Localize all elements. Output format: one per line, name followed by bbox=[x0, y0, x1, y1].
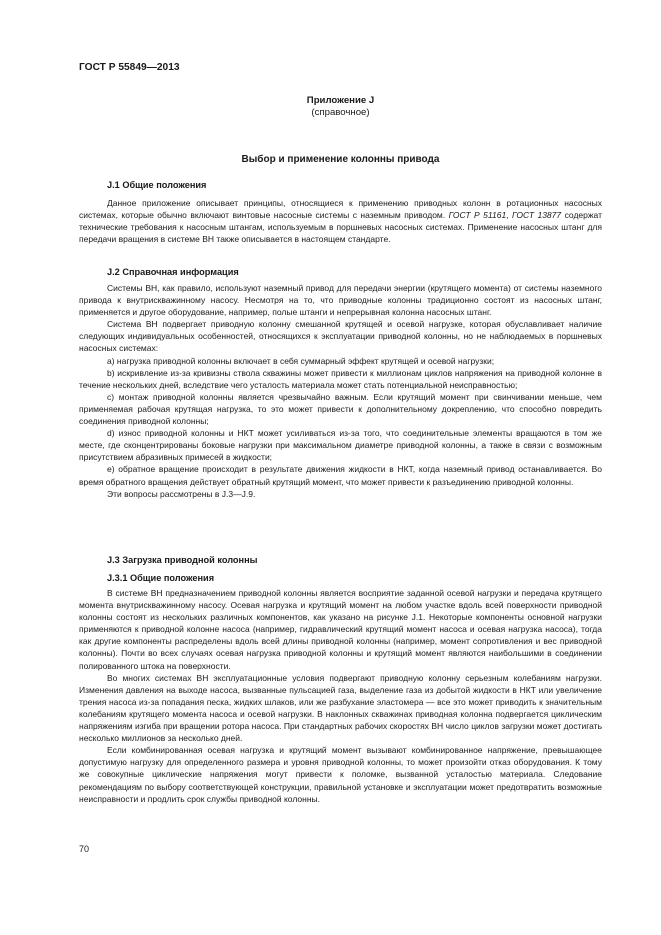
paragraph: Если комбинированная осевая нагрузка и крутящий момент вызывают комбинированное напряжение, превышающее допустимую нагрузку для определенного размера и уровня приводной колонны, то может произойти отказ оборудования. К тому же совокупные циклические напряжения могут привести к поломке, вызванной усталостью материала. Следование рекомендациям по выбору соответствующей конструкции, правильной установке и эксплуатации может предотвратить возможные неисправности и продлить срок службы приводной колонны. bbox=[79, 745, 602, 804]
paragraph: Во многих системах ВН эксплуатационные условия подвергают приводную колонну серьезным колебаниям нагрузки. Изменения давления на выходе насоса, вызванные пульсацией газа, выделение газа из добытой жидкости в НКТ или увеличение трения насоса из-за попадания песка, жидких шлаков, или же разбухание эластомера — все это может приводить к значительным колебаниям крутящего момента насоса и осевой нагрузки. В наклонных скважинах приводная колонна подвергается циклическим напряжениям изгиба при вращении ротора насоса. При стандартных рабочих скоростях ВН число циклов загрузки может достигать несколько миллионов за несколько дней. bbox=[79, 672, 602, 744]
paragraph: В системе ВН предназначением приводной колонны является восприятие заданной осевой нагрузки и передача крутящего момента внутрискважинному насосу. Осевая нагрузка и крутящий момент на любом участке вдоль всей поверхности приводной колонны состоят из нескольких различных компонентов, как указано на рисунке J.1. Некоторые компоненты основной нагрузки применяются к приводной колонне насоса (например, гидравлический крутящий момент насоса и осевая нагрузка насоса), тогда как другие компоненты распределены вдоль всей длины приводной колонны (например, момент сопротивления и вес приводной колонны). Почти во всех случаях осевая нагрузка приводной колонны и крутящий момент являются наибольшими в соединении полированного штока на поверхности. bbox=[79, 588, 602, 671]
document-title: Выбор и применение колонны привода bbox=[241, 154, 440, 165]
section-heading-j1: J.1 Общие положения bbox=[107, 180, 207, 190]
list-item: а) нагрузка приводной колонны включает в себя суммарный эффект крутящей и осевой нагрузки; bbox=[107, 355, 495, 366]
section-j2-body bbox=[79, 282, 602, 500]
section-heading-j3: J.3 Загрузка приводной колонны bbox=[107, 555, 258, 565]
standard-reference: ГОСТ Р 51161 bbox=[448, 210, 507, 221]
list-item: d) износ приводной колонны и НКТ может усиливаться из-за того, что соединительные элементы вращаются в том же месте, где сконцентрированы боковые нагрузки при максимальном диаметре приводной колонны, а также в связи с возможным присутствием абразивных примесей в жидкости; bbox=[79, 428, 602, 463]
paragraph: Данное приложение описывает принципы, относящиеся к применению приводных колонн в ротационных насосных системах, которые обычно включают винтовые насосные системы с наземным приводом. ГОСТ Р 51161, ГОСТ 13877 содержат технические требования к насосным штангам, используемым в поршневых насосных системах. Применение насосных штанг для передачи вращения в системе ВН также описывается в настоящем стандарте. bbox=[79, 198, 602, 245]
paragraph: Системы ВН, как правило, используют наземный привод для передачи энергии (крутящего момента) от системы наземного привода к внутрискважинному насосу. Несмотря на то, что приводные колонны традиционно состоят из насосных штанг, применяется и другое оборудование, например, полые штанги и непрерывная колонна насосных штанг. bbox=[79, 283, 602, 318]
section-heading-j2: J.2 Справочная информация bbox=[107, 267, 239, 277]
section-j3-body bbox=[79, 587, 602, 805]
subsection-heading-j31: J.3.1 Общие положения bbox=[107, 573, 215, 583]
standard-header: ГОСТ Р 55849—2013 bbox=[79, 62, 180, 73]
paragraph: Система ВН подвергает приводную колонну смешанной крутящей и осевой нагрузке, которая обуславливает наличие следующих индивидуальных особенностей, относящихся к эксплуатации приводной колонны, но не наблюдаемых в поршневых насосных системах: bbox=[79, 319, 602, 354]
paragraph: Эти вопросы рассмотрены в J.3—J.9. bbox=[107, 488, 256, 499]
standard-reference: ГОСТ 13877 bbox=[512, 210, 562, 221]
list-item: b) искривление из-за кривизны ствола скважины может привести к миллионам циклов напряжения на приводной колонне в течение нескольких дней, вследствие чего усталость материала может стать потенциальной неисправностью; bbox=[79, 367, 602, 390]
list-item: с) монтаж приводной колонны является чрезвычайно важным. Если крутящий момент при свинчивании меньше, чем применяемая рабочая крутящая нагрузка, то это может привести к дополнительному докреплению, что способно повредить соединения приводной колонны; bbox=[79, 391, 602, 427]
section-j1-body bbox=[79, 197, 602, 245]
appendix-subtitle: (справочное) bbox=[311, 107, 370, 118]
list-item: е) обратное вращение происходит в результате движения жидкости в НКТ, когда наземный привод останавливается. Во время обратного вращения действует обратный крутящий момент, что может привести к разъединению приводной колонны. bbox=[79, 464, 602, 487]
page-number: 70 bbox=[79, 844, 90, 854]
appendix-title: Приложение J bbox=[306, 95, 375, 106]
